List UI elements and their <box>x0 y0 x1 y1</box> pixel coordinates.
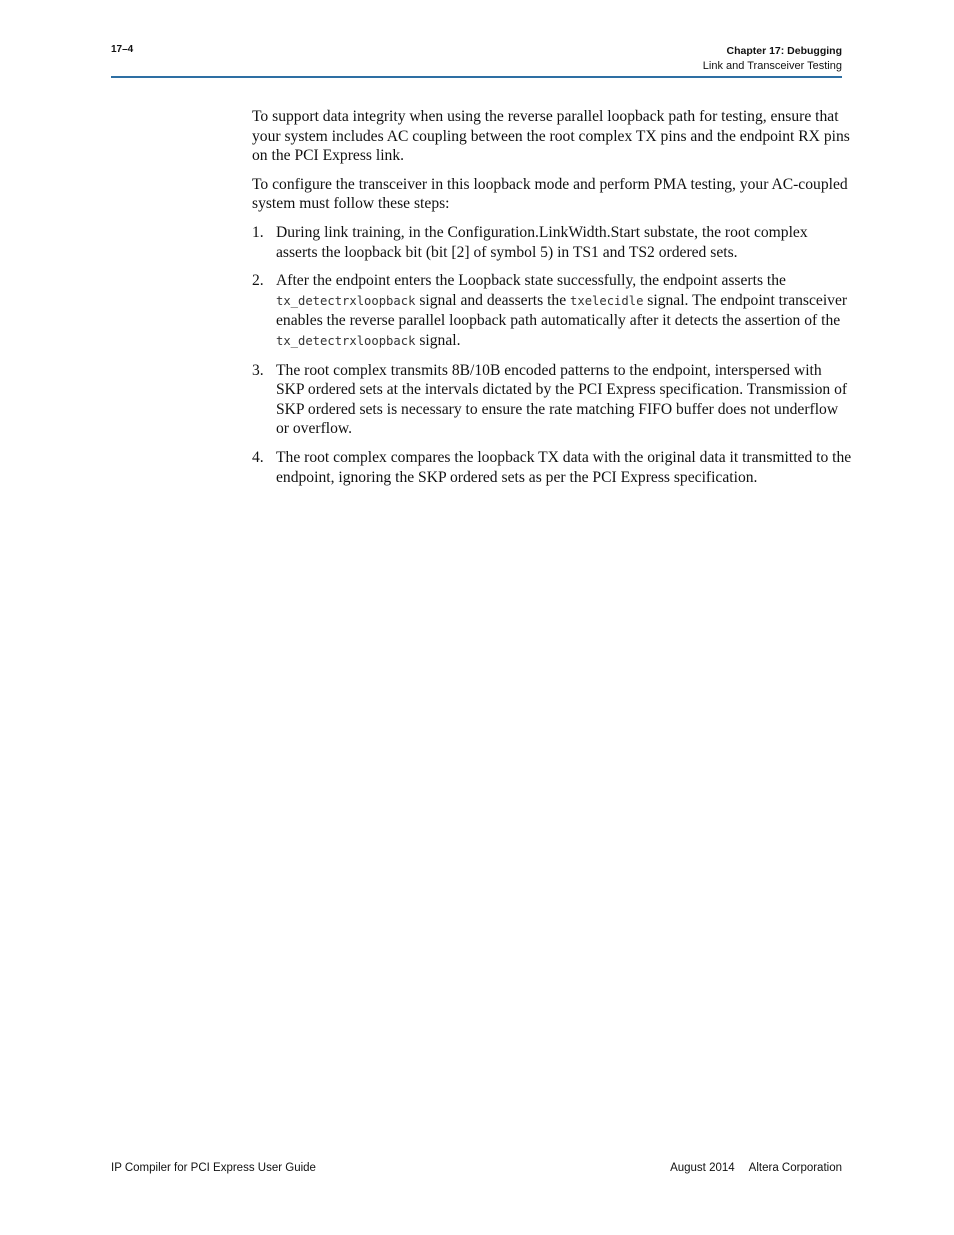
steps-list <box>252 223 852 487</box>
running-header <box>703 44 842 74</box>
paragraph: To support data integrity when using the reverse parallel loopback path for testing, ensure that your system includes AC coupling between the root complex TX pins and the endpoint RX pins on the PCI Express link. <box>252 108 850 165</box>
list-text: The root complex transmits 8B/10B encoded patterns to the endpoint, interspersed with SKP ordered sets at the intervals dictated by the PCI Express specification. Transmission of SKP ordered sets is necessary to ensure the rate matching FIFO buffer does not underflow or overflow. <box>276 361 848 438</box>
list-item <box>252 361 852 439</box>
footer-right <box>670 1162 842 1174</box>
list-number: 4. <box>252 448 264 466</box>
footer-doc-title: IP Compiler for PCI Express User Guide <box>111 1162 316 1174</box>
text-run: After the endpoint enters the Loopback state successfully, the endpoint asserts the <box>276 272 786 290</box>
list-item <box>252 448 852 487</box>
text-run: signal and deasserts the <box>415 291 571 309</box>
list-text: During link training, in the Configuration.LinkWidth.Start substate, the root complex asserts the loopback bit (bit [2] of symbol 5) in TS1 and TS2 ordered sets. <box>276 223 808 261</box>
header-rule <box>111 76 842 78</box>
chapter-title: Chapter 17: Debugging <box>726 45 842 57</box>
list-number: 3. <box>252 361 264 379</box>
footer-date: August 2014 <box>670 1162 735 1174</box>
list-number: 1. <box>252 223 264 241</box>
body-text <box>252 107 852 496</box>
page-number: 17–4 <box>111 44 134 55</box>
list-text <box>276 272 847 349</box>
text-run: signal. The endpoint transceiver enables the reverse parallel loopback path automatically after it detects the assertion of the <box>276 291 848 330</box>
text-run: signal. <box>415 331 461 349</box>
section-title: Link and Transceiver Testing <box>702 60 842 72</box>
signal-name: tx_detectrxloopback <box>276 333 416 348</box>
footer-company: Altera Corporation <box>748 1162 842 1174</box>
signal-name: txelecidle <box>570 293 644 308</box>
paragraph: To configure the transceiver in this loopback mode and perform PMA testing, your AC-coupled system must follow these steps: <box>252 175 848 213</box>
list-item <box>252 271 852 351</box>
signal-name: tx_detectrxloopback <box>276 293 416 308</box>
list-text: The root complex compares the loopback TX data with the original data it transmitted to the endpoint, ignoring the SKP ordered sets as per the PCI Express specification. <box>276 448 852 486</box>
list-number: 2. <box>252 272 264 290</box>
list-item <box>252 223 852 262</box>
